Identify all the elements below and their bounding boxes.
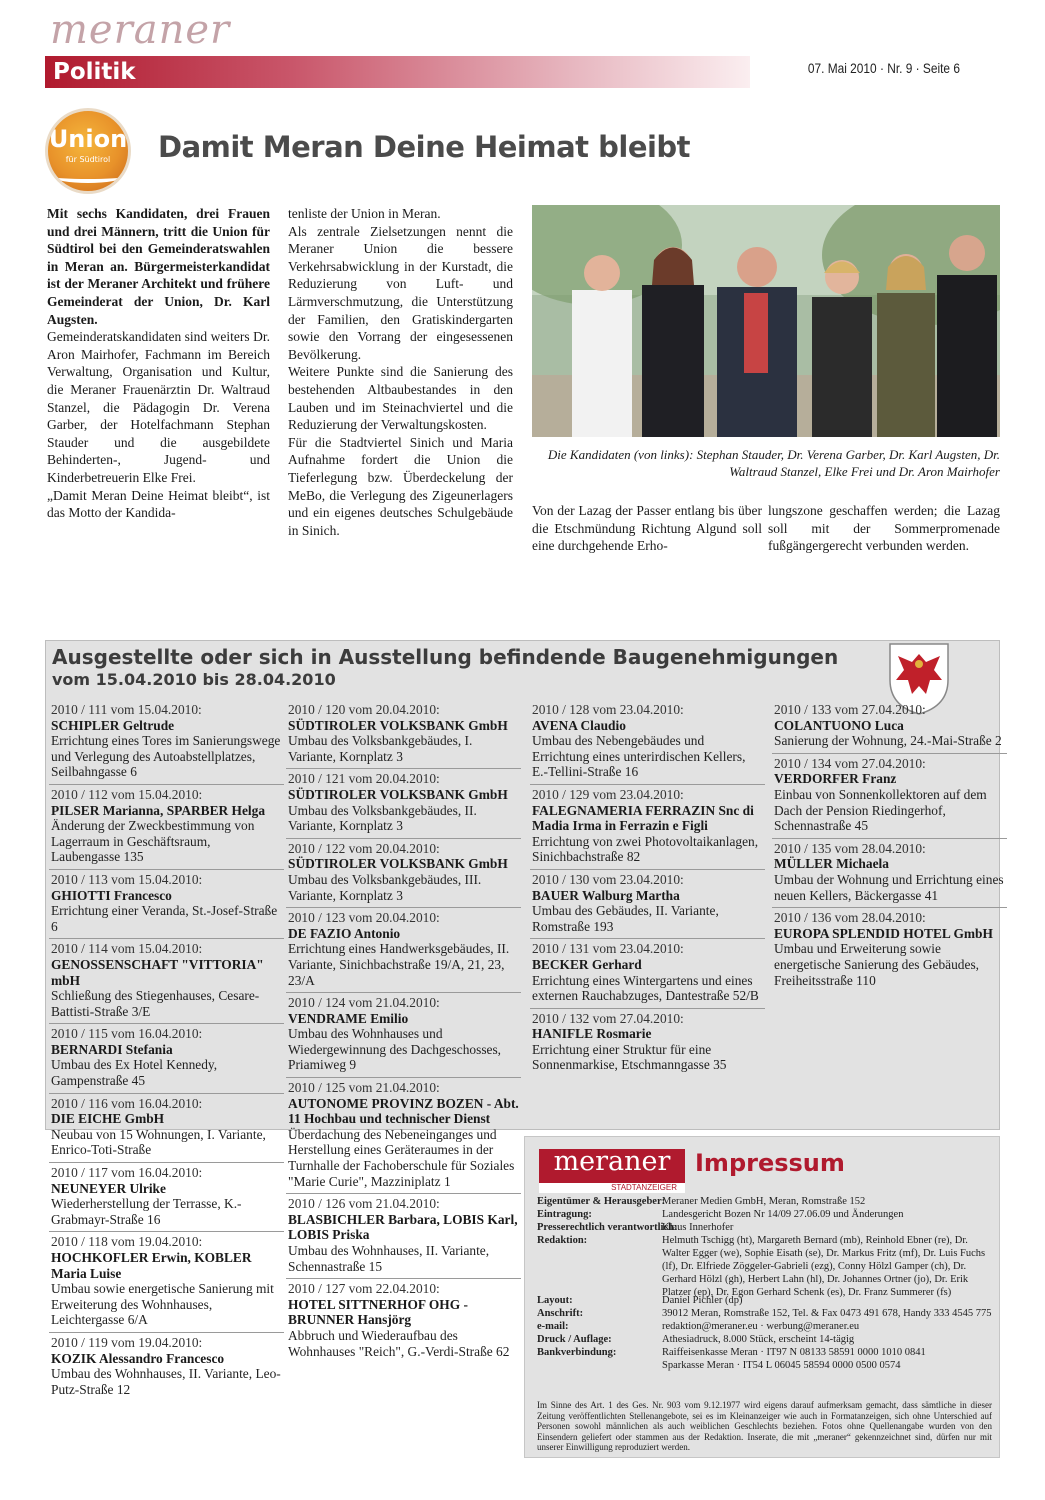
- article-paragraph: tenliste der Union in Meran.: [288, 206, 441, 221]
- permit-id: 2010 / 123 vom 20.04.2010:: [288, 910, 440, 926]
- permit-owner: FALEGNAMERIA FERRAZIN Snc di Madia Irma in Ferrazin e Figli: [532, 802, 754, 834]
- permit-owner: KOZIK Alessandro Francesco: [51, 1350, 225, 1366]
- masthead: meraner: [50, 7, 231, 53]
- impressum-title: Impressum: [695, 1149, 845, 1177]
- impressum-value: Landesgericht Bozen Nr 14/09 27.06.09 und Änderungen: [662, 1209, 904, 1220]
- article-column-2: [288, 205, 513, 539]
- permit-entry: [286, 1193, 521, 1278]
- union-logo: [45, 108, 131, 194]
- article-paragraph: lungszone geschaffen werden; die Lazag soll mit der Sommerpromenade fußgängergerecht verbunden werden.: [768, 503, 1000, 554]
- permit-owner: GHIOTTI Francesco: [51, 887, 172, 903]
- permit-description: Einbau von Sonnenkollektoren auf dem Dach der Pension Riedingerhof, Schennastraße 45: [774, 786, 987, 834]
- permit-entry: [772, 753, 1007, 838]
- permit-entry: [772, 838, 1007, 907]
- permit-owner: SCHIPLER Geltrude: [51, 717, 175, 733]
- permit-entry: [530, 1008, 765, 1077]
- permit-description: Errichtung von zwei Photovoltaikanlagen, Sinichbachstraße 82: [532, 833, 759, 865]
- permit-description: Abbruch und Wiederaufbau des Wohnhauses "Reich", G.-Verdi-Straße 62: [288, 1327, 510, 1359]
- article-paragraph: Von der Lazag der Passer entlang bis über die Etschmündung Richtung Algund soll eine durchgehende Erho-: [532, 503, 762, 554]
- impressum-value: Helmuth Tschigg (ht), Margareth Bernard (mb), Reinhold Ebner (re), Dr. Walter Egger (we), Sophie Eisath (se), Dr. Markus Fritz (mf), Dr. Luis Fuchs (lf), Dr. Elfriede Zöggeler-Gabrieli (ezg), Conny Hölzl Gamper (ch), Dr. Gerhard Hölzl (gh), Herbert Lahn (hl), Dr. Johannes Ortner (jo), Dr. Erik Platzer (ep), Dr. Egon Gerhard Schenk (es), Dr. Franz Summerer (fs): [662, 1235, 986, 1298]
- union-logo-swoosh: [54, 171, 122, 183]
- permit-entry: [49, 869, 284, 938]
- permits-column-4: [772, 700, 1007, 992]
- permit-id: 2010 / 130 vom 23.04.2010:: [532, 871, 684, 887]
- permit-entry: [49, 938, 284, 1023]
- permit-entry: [49, 1162, 284, 1231]
- permit-entry: [49, 1023, 284, 1092]
- permit-id: 2010 / 113 vom 15.04.2010:: [51, 871, 203, 887]
- permit-owner: BAUER Walburg Martha: [532, 887, 680, 903]
- permit-description: Errichtung einer Veranda, St.-Josef-Straße 6: [51, 903, 278, 934]
- permits-column-1: [49, 700, 284, 1401]
- permit-id: 2010 / 135 vom 28.04.2010:: [774, 840, 926, 856]
- candidates-photo: [532, 205, 1000, 437]
- permit-owner: HOTEL SITTNERHOF OHG - BRUNNER Hansjörg: [288, 1296, 468, 1328]
- permit-entry: [530, 938, 765, 1007]
- permit-entry: [286, 992, 521, 1077]
- impressum-value: Sparkasse Meran · IT54 L 06045 58594 0000 0500 0574: [662, 1360, 901, 1371]
- article-column-4: [768, 502, 1000, 555]
- headline: Damit Meran Deine Heimat bleibt: [158, 130, 691, 164]
- permit-entry: [286, 1077, 521, 1193]
- permit-description: Errichtung einer Struktur für eine Sonnenmarkise, Etschmanngasse 35: [532, 1041, 727, 1073]
- permit-description: Schließung des Stiegenhauses, Cesare-Battisti-Straße 3/E: [51, 988, 260, 1019]
- impressum-value: Klaus Innerhofer: [662, 1222, 734, 1233]
- impressum-value: 39012 Meran, Romstraße 152, Tel. & Fax 0473 491 678, Handy 333 4545 775: [662, 1308, 992, 1319]
- permit-description: Umbau des Wohnhauses, II. Variante, Schennastraße 15: [288, 1243, 490, 1274]
- permit-entry: [49, 784, 284, 869]
- permit-owner: HOCHKOFLER Erwin, KOBLER Maria Luise: [51, 1250, 252, 1281]
- permit-owner: EUROPA SPLENDID HOTEL GmbH: [774, 925, 993, 941]
- permits-column-2: [286, 700, 521, 1363]
- permit-owner: GENOSSENSCHAFT "VITTORIA" mbH: [51, 956, 264, 988]
- permit-id: 2010 / 134 vom 27.04.2010:: [774, 755, 926, 771]
- impressum-box: [524, 1136, 1000, 1458]
- impressum-logo-sub: STADTANZEIGER: [611, 1183, 677, 1192]
- article-paragraph: Weitere Punkte sind die Sanierung des bestehenden Altbaubestandes in den Lauben und im Steinachviertel und die Reduzierung der Verwaltungskosten.: [288, 364, 513, 433]
- permit-entry: [530, 869, 765, 938]
- impressum-fineprint: Im Sinne des Art. 1 des Ges. Nr. 903 vom 9.12.1977 wird eigens darauf aufmerksam gemacht, dass sämtliche in dieser Zeitung veröffentlichten Stellenangebote, sei es im Kleinanzeiger wie auch in Formatanzeigen, sich ohne Unterschied auf Personen sowohl männlichen als auch weiblichen Geschlechts beziehen. Fotos ohne Quellenangabe wurden von den Einsendern geliefert oder stammen aus der Redaktion. Inserate, die mit „meraner“ gekennzeichnet sind, dürfen nur mit unserer Einwilligung reproduziert werden.: [537, 1400, 992, 1453]
- permit-id: 2010 / 125 vom 21.04.2010:: [288, 1080, 440, 1096]
- permit-description: Umbau und Erweiterung sowie energetische Sanierung des Gebäudes, Freiheitsstraße 110: [774, 941, 980, 988]
- article-column-1: [47, 205, 270, 522]
- permit-owner: AVENA Claudio: [532, 717, 626, 733]
- permit-owner: HANIFLE Rosmarie: [532, 1026, 652, 1042]
- permit-description: Neubau von 15 Wohnungen, I. Variante, Enrico-Toti-Straße: [51, 1126, 266, 1158]
- section-title: Politik: [53, 59, 136, 85]
- permit-description: Umbau sowie energetische Sanierung mit Erweiterung des Wohnhauses, Leichtergasse 6/A: [51, 1281, 274, 1328]
- permit-description: Umbau des Volksbankgebäudes, III. Variante, Kornplatz 3: [288, 871, 482, 903]
- impressum-key: Layout:: [537, 1295, 573, 1306]
- permit-description: Umbau des Nebengebäudes und Errichtung eines unterirdischen Kellers, E.-Tellini-Straße 16: [532, 733, 746, 780]
- permit-description: Wiederherstellung der Terrasse, K.-Grabmayr-Straße 16: [51, 1196, 242, 1227]
- permit-owner: AUTONOME PROVINZ BOZEN - Abt. 11 Hochbau und technischer Dienst: [288, 1095, 519, 1127]
- permit-entry: [49, 1332, 284, 1401]
- permit-owner: SÜDTIROLER VOLKSBANK GmbH: [288, 717, 508, 733]
- article-paragraph: Gemeinderatskandidaten sind weiters Dr. Aron Mairhofer, Fachmann im Bereich Verwaltung, Organisation und Kultur, die Meraner Frauenärztin Dr. Waltraud Stanzel, die Pädagogin Dr. Verena Garber, der Hotelfachmann Stephan Stauder und die ausgebildete Behinderten-, Jugend- und Kinderbetreuerin Elke Frei.: [47, 329, 270, 485]
- permit-description: Überdachung des Nebeneinganges und Herstellung eines Geräteraumes in der Turnhalle der Fachoberschule für Soziales "Marie Curie", Mazziniplatz 1: [288, 1126, 515, 1189]
- permit-owner: NEUNEYER Ulrike: [51, 1180, 166, 1196]
- permit-owner: PILSER Marianna, SPARBER Helga: [51, 802, 266, 818]
- permit-id: 2010 / 118 vom 19.04.2010:: [51, 1234, 203, 1250]
- permit-entry: [49, 1093, 284, 1162]
- permits-subtitle: vom 15.04.2010 bis 28.04.2010: [52, 670, 336, 689]
- permit-id: 2010 / 117 vom 16.04.2010:: [51, 1165, 203, 1181]
- candidates-photo-illustration: [532, 205, 1000, 437]
- impressum-key: Redaktion:: [537, 1235, 588, 1246]
- permit-entry: [286, 700, 521, 768]
- union-logo-word: Union: [48, 125, 128, 153]
- permit-description: Errichtung eines Wintergartens und eines externen Rauchabzuges, Dantestraße 52/B: [532, 972, 759, 1004]
- impressum-value: redaktion@meraner.eu · werbung@meraner.eu: [662, 1321, 860, 1332]
- impressum-key: Druck / Auflage:: [537, 1334, 612, 1345]
- permit-id: 2010 / 115 vom 16.04.2010:: [51, 1026, 203, 1042]
- permit-entry: [772, 700, 1007, 753]
- permit-description: Umbau des Wohnhauses, II. Variante, Leo-Putz-Straße 12: [51, 1366, 281, 1397]
- impressum-key: Anschrift:: [537, 1308, 584, 1319]
- section-bar: [45, 56, 750, 88]
- permit-id: 2010 / 120 vom 20.04.2010:: [288, 702, 440, 717]
- issue-line: 07. Mai 2010 · Nr. 9 · Seite 6: [807, 60, 960, 76]
- impressum-logo-strip: [539, 1183, 685, 1193]
- permit-entry: [286, 1278, 521, 1363]
- impressum-logo-word: meraner: [553, 1146, 671, 1177]
- permit-owner: BECKER Gerhard: [532, 956, 642, 972]
- permit-description: Umbau der Wohnung und Errichtung eines neuen Kellers, Bäckergasse 41: [774, 871, 1004, 903]
- permit-owner: DIE EICHE GmbH: [51, 1111, 165, 1127]
- permit-owner: SÜDTIROLER VOLKSBANK GmbH: [288, 856, 508, 872]
- permit-id: 2010 / 128 vom 23.04.2010:: [532, 702, 684, 717]
- union-logo-sub: für Südtirol: [65, 155, 111, 164]
- permit-description: Umbau des Gebäudes, II. Variante, Romstraße 193: [532, 903, 719, 934]
- permit-entry: [772, 907, 1007, 992]
- permit-id: 2010 / 111 vom 15.04.2010:: [51, 702, 202, 717]
- permit-entry: [530, 700, 765, 784]
- impressum-logo: [539, 1146, 685, 1183]
- permit-entry: [286, 768, 521, 837]
- permit-id: 2010 / 126 vom 21.04.2010:: [288, 1196, 440, 1212]
- permit-id: 2010 / 136 vom 28.04.2010:: [774, 910, 926, 926]
- impressum-key: Eintragung:: [537, 1209, 592, 1220]
- impressum-value: Meraner Medien GmbH, Meran, Romstraße 152: [662, 1196, 866, 1207]
- article-column-3: [532, 502, 762, 555]
- permit-id: 2010 / 129 vom 23.04.2010:: [532, 786, 684, 802]
- photo-caption: Die Kandidaten (von links): Stephan Stauder, Dr. Verena Garber, Dr. Karl Augsten, Dr. Waltraud Stanzel, Elke Frei und Dr. Aron Mairhofer: [547, 447, 1000, 479]
- permit-description: Änderung der Zweckbestimmung von Lagerraum in Geschäftsraum, Laubengasse 135: [51, 818, 255, 865]
- permit-owner: COLANTUONO Luca: [774, 717, 904, 733]
- impressum-key: e-mail:: [537, 1321, 569, 1332]
- permit-entry: [49, 1231, 284, 1332]
- permit-id: 2010 / 133 vom 27.04.2010:: [774, 702, 926, 717]
- permit-id: 2010 / 112 vom 15.04.2010:: [51, 786, 203, 802]
- permit-owner: SÜDTIROLER VOLKSBANK GmbH: [288, 786, 508, 802]
- impressum-key: Eigentümer & Herausgeber:: [537, 1196, 666, 1207]
- permit-owner: VERDORFER Franz: [774, 771, 897, 787]
- permit-id: 2010 / 124 vom 21.04.2010:: [288, 995, 440, 1011]
- permit-description: Umbau des Ex Hotel Kennedy, Gampenstraße 45: [51, 1057, 218, 1089]
- article-lead: Mit sechs Kandidaten, drei Frauen und drei Männern, tritt die Union für Südtirol bei den Gemeinderatswahlen in Meran an. Bürgermeisterkandidat ist der Meraner Architekt und frühere Gemeinderat der Union, Dr. Karl Augsten.: [47, 206, 270, 327]
- permit-id: 2010 / 132 vom 27.04.2010:: [532, 1010, 684, 1026]
- permit-description: Umbau des Volksbankgebäudes, II. Variante, Kornplatz 3: [288, 802, 477, 834]
- permit-owner: BERNARDI Stefania: [51, 1041, 173, 1057]
- article-paragraph: „Damit Meran Deine Heimat bleibt“, ist das Motto der Kandida-: [47, 487, 270, 521]
- permit-id: 2010 / 131 vom 23.04.2010:: [532, 941, 684, 957]
- permit-description: Umbau des Wohnhauses und Wiedergewinnung des Dachgeschosses, Priamiweg 9: [288, 1026, 502, 1073]
- permit-id: 2010 / 121 vom 20.04.2010:: [288, 771, 440, 787]
- impressum-key: Presserechtlich verantwortlich:: [537, 1222, 678, 1233]
- permit-entry: [530, 784, 765, 869]
- permits-title: Ausgestellte oder sich in Ausstellung befindende Baugenehmigungen: [52, 645, 839, 669]
- permit-id: 2010 / 122 vom 20.04.2010:: [288, 840, 440, 856]
- permit-entry: [286, 907, 521, 992]
- permits-column-3: [530, 700, 765, 1077]
- permit-description: Umbau des Volksbankgebäudes, I. Variante, Kornplatz 3: [288, 733, 473, 764]
- permit-id: 2010 / 127 vom 22.04.2010:: [288, 1281, 440, 1297]
- permit-description: Sanierung der Wohnung, 24.-Mai-Straße 2: [774, 733, 1002, 749]
- impressum-value: Raiffeisenkasse Meran · IT97 N 08133 58591 0000 1010 0841: [662, 1347, 926, 1358]
- permit-entry: [49, 700, 284, 784]
- permit-owner: DE FAZIO Antonio: [288, 925, 401, 941]
- impressum-value: Daniel Pichler (dp): [662, 1295, 743, 1306]
- permit-id: 2010 / 116 vom 16.04.2010:: [51, 1095, 203, 1111]
- impressum-key: Bankverbindung:: [537, 1347, 617, 1358]
- article-paragraph: Als zentrale Zielsetzungen nennt die Meraner Union die bessere Verkehrsabwicklung in der Kurstadt, die Reduzierung von Luft- und Lärmverschmutzung, die Unterstützung der Familien, den Gratiskindergarten sowie den Vorrang der eingesessenen Bevölkerung.: [288, 223, 513, 362]
- permit-id: 2010 / 114 vom 15.04.2010:: [51, 941, 203, 957]
- permit-owner: MÜLLER Michaela: [774, 856, 889, 872]
- permit-description: Errichtung eines Handwerksgebäudes, II. Variante, Sinichbachstraße 19/A, 21, 23, 23/A: [288, 941, 510, 988]
- permit-owner: BLASBICHLER Barbara, LOBIS Karl, LOBIS Priska: [288, 1211, 518, 1243]
- permit-owner: VENDRAME Emilio: [288, 1010, 409, 1026]
- article-paragraph: Für die Stadtviertel Sinich und Maria Aufnahme fordert die Union die Tieferlegung bzw. Überdeckelung der MeBo, die Verlegung des Zigeunerlagers und ein eigenes deutsches Schulgebäude in Sinich.: [288, 434, 513, 538]
- impressum-value: Athesiadruck, 8.000 Stück, erscheint 14-tägig: [662, 1334, 855, 1345]
- permit-entry: [286, 838, 521, 907]
- permit-id: 2010 / 119 vom 19.04.2010:: [51, 1334, 203, 1350]
- permit-description: Errichtung eines Tores im Sanierungswege und Verlegung des Autoabstellplatzes, Seilbahngasse 6: [51, 733, 281, 780]
